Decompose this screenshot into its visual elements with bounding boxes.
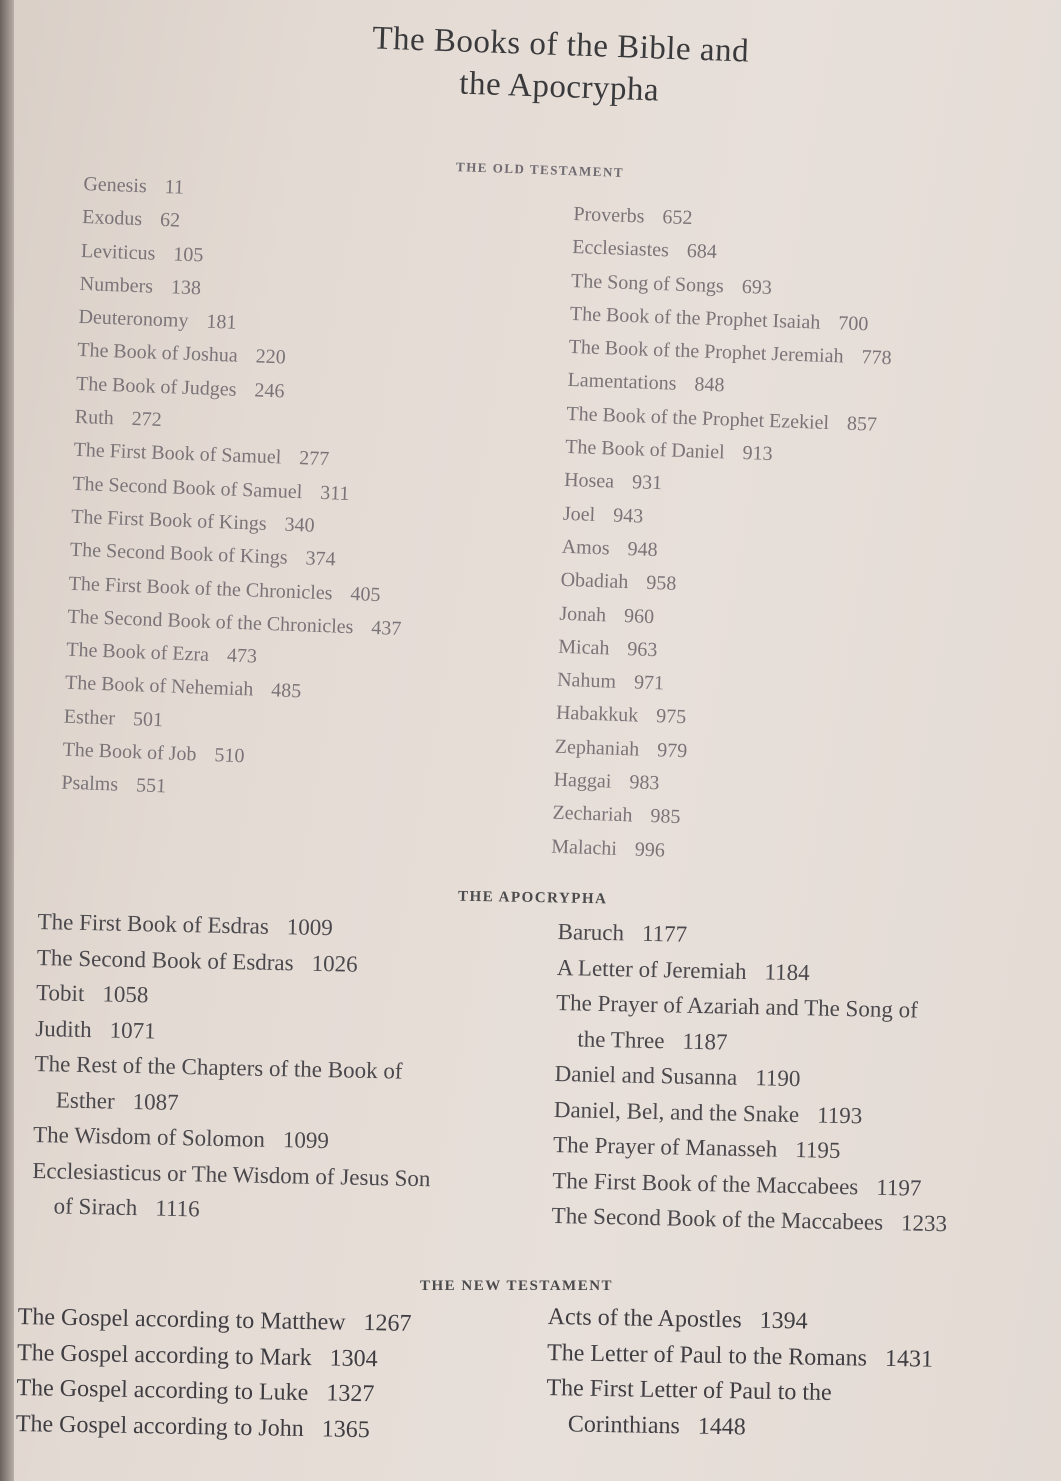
page-number: 1099 [282, 1127, 330, 1154]
page-number: 979 [656, 738, 688, 763]
book-title: A Letter of Jeremiah [556, 954, 747, 984]
page-number: 652 [662, 206, 693, 230]
book-title: Nahum [556, 668, 617, 693]
book-title: Numbers [79, 272, 154, 298]
book-title: The First Book of Kings [70, 505, 268, 535]
book-title: The Book of Daniel [564, 435, 726, 464]
page-title-line-2: the Apocrypha [458, 65, 660, 109]
book-title: The Book of the Prophet Isaiah [569, 302, 821, 334]
book-title: Amos [561, 535, 610, 560]
book-title: The Book of Job [62, 738, 197, 766]
book-title: The Book of Judges [75, 372, 237, 401]
book-title: Ruth [74, 405, 115, 430]
book-title: The Second Book of Samuel [72, 472, 303, 503]
page-number: 220 [255, 345, 287, 369]
page-number: 1190 [755, 1065, 801, 1092]
page-number: 1394 [759, 1307, 808, 1335]
page-number: 1431 [884, 1345, 934, 1373]
book-title: Leviticus [80, 239, 156, 265]
book-title: Micah [557, 635, 610, 660]
book-title: The Book of Nehemiah [64, 672, 254, 701]
book-title-continuation-text: Esther [55, 1086, 115, 1114]
book-title: The Gospel according to Mark [16, 1339, 312, 1371]
page-number: 778 [861, 346, 892, 370]
book-title: The Second Book of Kings [69, 539, 289, 569]
page-number: 437 [371, 616, 402, 640]
page-number: 1327 [326, 1380, 375, 1408]
book-title: Obadiah [560, 569, 629, 594]
book-title-continuation [31, 1188, 430, 1232]
page-number: 971 [633, 671, 665, 695]
page-number: 405 [350, 582, 381, 606]
book-title: The Second Book of Esdras [36, 944, 294, 975]
page-number: 181 [206, 310, 237, 334]
page-number: 1448 [697, 1413, 747, 1440]
book-title: The First Letter of Paul to the [546, 1374, 832, 1406]
page-number: 1009 [286, 914, 334, 941]
page-number: 1071 [109, 1017, 156, 1043]
apocrypha-heading: THE APOCRYPHA [457, 888, 608, 908]
book-title: Hosea [563, 469, 615, 493]
book-title: The Rest of the Chapters of the Book of [34, 1050, 403, 1084]
old-testament-right-column [551, 198, 897, 875]
page-number: 311 [319, 481, 350, 505]
book-title: Zephaniah [554, 735, 640, 761]
page-number: 1026 [311, 950, 358, 977]
book-title: Ecclesiastes [571, 236, 670, 262]
page-number: 138 [170, 276, 202, 300]
book-title: Deuteronomy [78, 306, 189, 333]
book-title: Exodus [81, 206, 143, 231]
book-title: The Gospel according to John [15, 1410, 304, 1442]
book-title: The Second Book of the Maccabees [551, 1202, 884, 1235]
new-testament-heading: THE NEW TESTAMENT [420, 1278, 614, 1294]
page-number: 963 [627, 638, 658, 662]
book-title: The Prayer of Manasseh [552, 1131, 778, 1162]
book-title: The Letter of Paul to the Romans [546, 1339, 868, 1372]
toc-entry [16, 1406, 410, 1448]
apocrypha-left-column [31, 904, 436, 1232]
book-title: Lamentations [567, 369, 677, 396]
book-title: Haggai [553, 768, 612, 793]
book-title: Jonah [559, 602, 607, 626]
book-title: The Second Book of the Chronicles [67, 605, 354, 639]
book-title: The Gospel according to Luke [16, 1374, 309, 1407]
book-title: The First Book of the Maccabees [552, 1167, 859, 1199]
book-title: Acts of the Apostles [547, 1303, 742, 1334]
new-testament-right-column [546, 1300, 934, 1449]
page-number: 1058 [102, 981, 149, 1008]
old-testament-heading: THE OLD TESTAMENT [455, 159, 625, 180]
book-title: Genesis [83, 172, 148, 198]
page-number: 985 [650, 805, 681, 829]
apocrypha-right-column [551, 914, 953, 1242]
page-number: 700 [837, 312, 869, 336]
book-title: Esther [63, 705, 116, 730]
book-title: Proverbs [573, 202, 645, 228]
page-number: 1184 [764, 958, 810, 985]
toc-entry [34, 1046, 434, 1125]
book-title: Judith [35, 1015, 92, 1042]
book-title: The Book of Joshua [76, 339, 239, 368]
book-title: The Song of Songs [570, 269, 725, 297]
page-number: 1267 [363, 1310, 412, 1337]
page-title-line-1: The Books of the Bible and [371, 20, 750, 70]
old-testament-left-column [61, 168, 418, 812]
page-number: 1195 [795, 1137, 841, 1163]
book-title-continuation [546, 1406, 932, 1448]
page-number: 684 [686, 240, 718, 264]
page-number: 960 [623, 604, 655, 628]
book-title: The Book of Ezra [65, 638, 210, 667]
page-number: 1187 [682, 1028, 728, 1055]
book-title-continuation-text: Corinthians [567, 1410, 681, 1439]
book-title: Daniel, Bel, and the Snake [553, 1096, 800, 1127]
page-number: 1177 [641, 920, 688, 947]
page-number: 340 [284, 513, 316, 537]
page-number: 931 [631, 471, 663, 495]
page-number: 693 [741, 275, 773, 299]
page-number: 983 [629, 771, 660, 795]
book-title: Zechariah [552, 801, 633, 827]
page-number: 996 [634, 838, 666, 862]
page-number: 62 [159, 209, 181, 232]
book-title: Habakkuk [555, 702, 639, 728]
page-number: 246 [254, 379, 285, 403]
book-title: Joel [562, 502, 596, 526]
book-title: Psalms [61, 771, 119, 797]
page-number: 1197 [876, 1174, 922, 1201]
page-number: 1087 [132, 1088, 179, 1115]
page-number: 105 [172, 242, 204, 267]
page-number: 975 [655, 705, 687, 729]
page-number: 1193 [816, 1101, 863, 1128]
page-number: 374 [305, 547, 336, 571]
page-number: 277 [298, 447, 330, 471]
book-title: Daniel and Susanna [554, 1060, 738, 1090]
page-title [279, 14, 842, 117]
book-title: The Book of the Prophet Ezekiel [566, 402, 830, 434]
toc-entry [555, 985, 952, 1064]
toc-entry [31, 1152, 431, 1231]
book-title: The Wisdom of Solomon [32, 1121, 266, 1152]
page-number: 473 [226, 644, 258, 668]
page-number: 943 [612, 504, 644, 528]
book-title: The Prayer of Azariah and The Song of [555, 989, 919, 1023]
page-number: 485 [270, 679, 302, 703]
page-number: 958 [645, 572, 677, 596]
page-number: 551 [135, 774, 167, 798]
page-number: 11 [164, 175, 185, 199]
book-title: Baruch [557, 918, 625, 946]
page-number: 501 [132, 707, 164, 732]
page-number: 1304 [329, 1344, 378, 1372]
book-title: The Gospel according to Matthew [17, 1303, 346, 1336]
book-title: Tobit [35, 979, 85, 1006]
book-title: The First Book of Esdras [37, 908, 270, 939]
book-title: The Book of the Prophet Jeremiah [568, 336, 844, 368]
page-number: 948 [627, 538, 658, 562]
book-title: Ecclesiasticus or The Wisdom of Jesus Son [32, 1157, 431, 1191]
book-title: The First Book of the Chronicles [68, 572, 333, 604]
page-number: 1116 [155, 1195, 200, 1222]
page-number: 1365 [321, 1415, 370, 1443]
page-number: 913 [742, 442, 773, 466]
page-number: 272 [131, 408, 163, 432]
page-number: 848 [694, 373, 725, 397]
book-spine-shadow [0, 0, 14, 1481]
page-number: 510 [214, 744, 245, 768]
toc-entry [546, 1371, 933, 1449]
book-title: Malachi [550, 835, 618, 860]
toc-entry [551, 1198, 947, 1242]
book-title: The First Book of Samuel [73, 439, 282, 469]
book-title-continuation-text: the Three [577, 1025, 665, 1053]
page-number: 1233 [900, 1210, 948, 1237]
new-testament-left-column [16, 1300, 412, 1449]
page-number: 857 [846, 412, 878, 436]
book-title-continuation-text: of Sirach [53, 1193, 138, 1221]
